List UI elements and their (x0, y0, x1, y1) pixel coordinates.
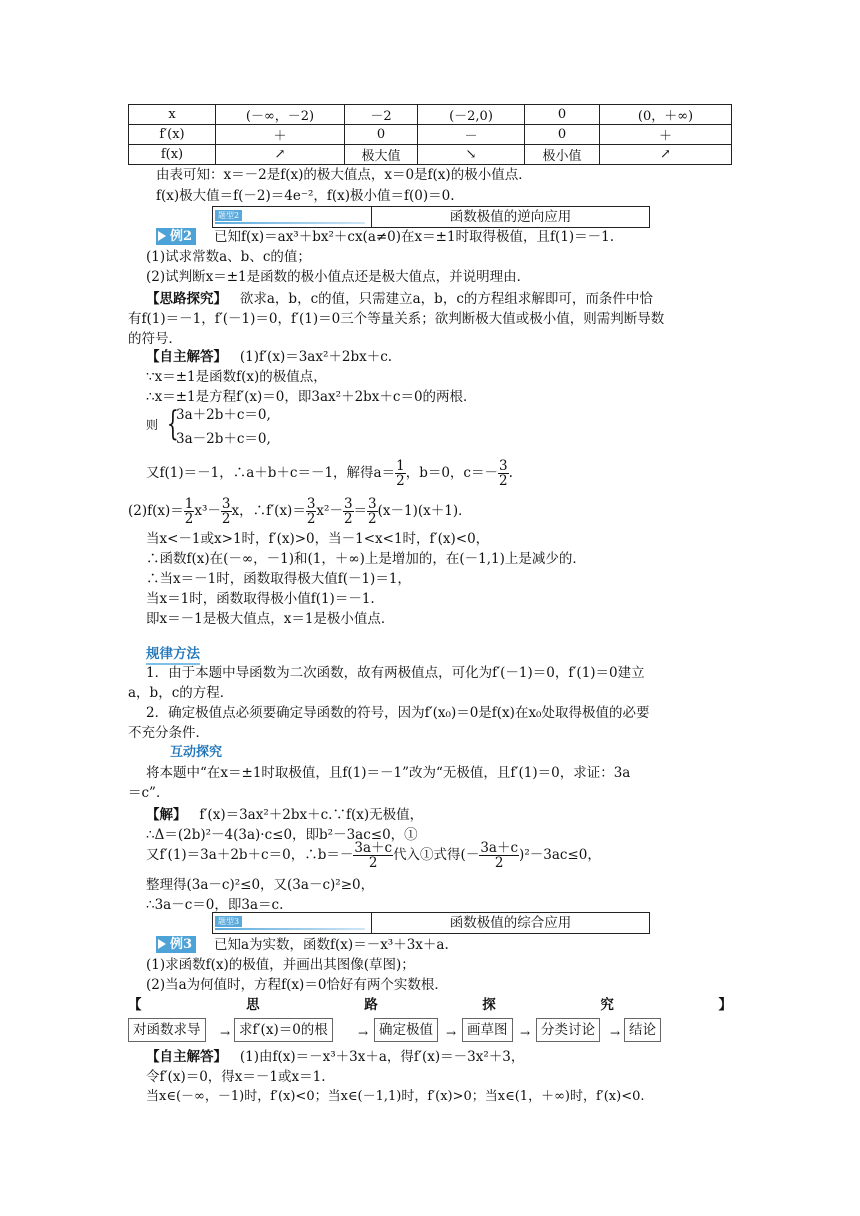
text-line: f(x)极大值＝f(－2)＝4e⁻²，f(x)极小值＝f(0)＝0. (156, 188, 455, 204)
table-cell: 0 (525, 105, 600, 125)
text-line: 不充分条件． (128, 725, 209, 741)
example-text: 已知f(x)＝ax³＋bx²＋cx(a≠0)在x＝±1时取得极值，且f(1)＝－1. (214, 229, 615, 245)
then-label: 则 (146, 418, 159, 432)
flow-step: 画草图 (462, 1018, 513, 1042)
denominator: 2 (499, 473, 508, 489)
rule-method-header: 规律方法 (146, 642, 200, 665)
table-cell: x (129, 105, 216, 125)
text-line: 将本题中“在x＝±1时取极值，且f(1)＝－1”改为“无极值，且f′(1)＝0，求证：3a (146, 765, 631, 781)
text-line: 由表可知：x＝－2是f(x)的极大值点，x＝0是f(x)的极小值点． (156, 167, 532, 183)
example-text: 已知a为实数，函数f(x)＝－x³＋3x＋a. (214, 937, 449, 953)
text-line (146, 1048, 524, 1066)
think-header-spread (128, 996, 732, 1014)
table-cell: f′(x) (129, 125, 216, 145)
denominator: 2 (368, 855, 378, 871)
section-bar (215, 222, 365, 224)
flow-arrow-icon: → (446, 1026, 457, 1040)
question-line: (1)求函数f(x)的极值，并画出其图像(草图)； (146, 957, 415, 973)
fraction (353, 841, 393, 870)
denominator: 2 (494, 855, 504, 871)
section-tag (213, 913, 372, 933)
text-run: 又f′(1)＝3a＋2b＋c＝0，∴b＝－ (146, 847, 354, 863)
text-line: 有f(1)＝－1，f′(－1)＝0，f′(1)＝0三个等量关系；欲判断极大值或极小值，则需判断导数 (128, 311, 665, 327)
table-cell: 0 (525, 125, 600, 145)
example-badge: 例2 (156, 228, 196, 245)
table-cell: ＋ (600, 125, 732, 145)
text-line (146, 806, 423, 824)
numerator: 3a＋c (480, 840, 519, 856)
flow-step: 结论 (624, 1018, 661, 1042)
flow-step: 求f′(x)＝0的根 (234, 1018, 333, 1042)
think-char: 究 (600, 997, 614, 1013)
think-char: 】 (718, 997, 732, 1013)
text-run: )²－3ac≤0， (519, 847, 601, 863)
denominator: 2 (396, 473, 405, 489)
text-run: ，b＝0，c＝－ (405, 465, 498, 481)
text-line: 即x＝－1是极大值点，x＝1是极小值点． (146, 611, 395, 627)
text-line: 当x∈(－∞，－1)时，f′(x)<0；当x∈(－1,1)时，f′(x)>0；当x∈(1，＋∞)时，f′(x)<0. (146, 1089, 645, 1104)
think-char: 【 (128, 997, 142, 1013)
question-line: (2)试判断x＝±1是函数的极小值点还是极大值点，并说明理由． (146, 269, 531, 285)
fraction (479, 841, 519, 870)
fraction (306, 497, 317, 526)
table-cell: f(x) (129, 145, 216, 165)
question-line: (1)试求常数a、b、c的值； (146, 249, 311, 265)
answer-label: 【解】 (146, 807, 187, 823)
think-char: 探 (482, 997, 496, 1013)
think-char: 思 (246, 997, 260, 1013)
table-cell: ＋ (216, 125, 345, 145)
flow-arrow-icon: → (358, 1026, 369, 1040)
text-run: x，∴f′(x)＝ (231, 503, 306, 519)
text-line: 令f′(x)＝0，得x＝－1或x＝1. (146, 1069, 326, 1085)
fraction (498, 459, 509, 488)
section-header-3 (212, 912, 650, 934)
table-cell: 极小值 (525, 145, 600, 165)
table-cell: ↗ (216, 145, 345, 165)
flow-step: 分类讨论 (536, 1018, 600, 1042)
denominator: 2 (221, 511, 231, 527)
solve-text: (1)f′(x)＝3ax²＋2bx＋c. (239, 349, 393, 365)
section-chip: 题型2 (215, 210, 242, 221)
text-line: a，b，c的方程． (128, 685, 234, 701)
numerator: 3 (343, 496, 353, 512)
table-row (129, 145, 732, 165)
text-line: ∴Δ＝(2b)²－4(3a)·c≤0，即b²－3ac≤0，① (146, 827, 418, 843)
text-line: 整理得(3a－c)²≤0，又(3a－c)²≥0， (146, 877, 375, 893)
table-cell: － (418, 125, 525, 145)
table-cell: (－∞，－2) (216, 105, 345, 125)
interactive-header: 互动探究 (156, 744, 226, 761)
text-line (128, 494, 472, 528)
section-title: 函数极值的逆向应用 (449, 209, 572, 225)
text-line: 的符号． (128, 331, 182, 347)
table-row (129, 125, 732, 145)
solve-label: 【自主解答】 (146, 349, 227, 365)
flow-arrow-icon: → (220, 1026, 231, 1040)
table-cell: －2 (345, 105, 418, 125)
text-line (146, 290, 653, 308)
numerator: 3 (306, 496, 316, 512)
numerator: 1 (396, 458, 405, 474)
flow-step: 确定极值 (374, 1018, 438, 1042)
fraction (221, 497, 232, 526)
numerator: 3 (221, 496, 231, 512)
text-line: ∵x＝±1是函数f(x)的极值点， (146, 369, 327, 385)
section-tag (213, 207, 372, 227)
think-label: 【思路探究】 (146, 291, 227, 307)
section-header-2 (212, 206, 650, 228)
text-line: 当x<－1或x>1时，f′(x)>0，当－1<x<1时，f′(x)<0， (146, 531, 490, 547)
fraction (395, 459, 406, 488)
question-line: (2)当a为何值时，方程f(x)＝0恰好有两个实数根． (146, 977, 448, 993)
flow-arrow-icon: → (610, 1026, 621, 1040)
numerator: 3a＋c (354, 840, 393, 856)
text-run: 代入①式得(－ (393, 847, 480, 863)
fraction (367, 497, 378, 526)
think-char: 路 (364, 997, 378, 1013)
solve-label: 【自主解答】 (146, 1049, 227, 1065)
text-line: ∴3a－c＝0，即3a＝c. (146, 897, 284, 913)
text-line: ∴函数f(x)在(－∞，－1)和(1，＋∞)上是增加的，在(－1,1)上是减少的． (146, 551, 586, 567)
denominator: 2 (306, 511, 316, 527)
table-cell: ↘ (418, 145, 525, 165)
flow-arrow-icon: → (520, 1026, 531, 1040)
text-line: ∴当x＝－1时，函数取得极大值f(－1)＝1， (146, 571, 411, 587)
flow-step: 对函数求导 (128, 1018, 206, 1042)
table-cell: (0，＋∞) (600, 105, 732, 125)
text-run: ＝ (353, 503, 368, 519)
system-eq: 3a－2b＋c＝0, (176, 431, 271, 447)
system-eq: 3a＋2b＋c＝0, (176, 407, 271, 423)
text-line: 2．确定极值点必须要确定导函数的符号，因为f′(x₀)＝0是f(x)在x₀处取得极值的必要 (146, 705, 650, 721)
section-title: 函数极值的综合应用 (449, 915, 572, 931)
table-cell: 极大值 (345, 145, 418, 165)
think-text: 欲求a，b，c的值，只需建立a，b，c的方程组求解即可，而条件中恰 (239, 291, 653, 307)
table-cell: (－2,0) (418, 105, 525, 125)
answer-text: f′(x)＝3ax²＋2bx＋c.∵f(x)无极值， (199, 807, 424, 823)
text-line: 1．由于本题中导函数为二次函数，故有两极值点，可化为f′(－1)＝0，f′(1)＝0建立 (146, 665, 645, 681)
text-run: 又f(1)＝－1，∴a＋b＋c＝－1，解得a＝ (146, 465, 396, 481)
denominator: 2 (343, 511, 353, 527)
text-run: x³－ (194, 503, 221, 519)
text-line (146, 456, 513, 490)
solve-text: (1)由f(x)＝－x³＋3x＋a，得f′(x)＝－3x²＋3， (239, 1049, 525, 1065)
text-run: (2)f(x)＝ (128, 503, 184, 519)
sign-table (128, 104, 732, 165)
text-line (146, 348, 392, 366)
table-cell: 0 (345, 125, 418, 145)
table-cell: ↗ (600, 145, 732, 165)
text-line: 当x＝1时，函数取得极小值f(1)＝－1. (146, 591, 375, 607)
text-run: x²－ (316, 503, 343, 519)
numerator: 3 (499, 458, 508, 474)
denominator: 2 (184, 511, 194, 527)
fraction (343, 497, 354, 526)
text-line (146, 838, 601, 872)
text-run: (x－1)(x＋1)． (377, 503, 472, 519)
table-row (129, 105, 732, 125)
fraction (184, 497, 195, 526)
example-badge: 例3 (156, 936, 196, 953)
denominator: 2 (368, 511, 377, 527)
text-run: . (508, 465, 513, 481)
text-line: ∴x＝±1是方程f′(x)＝0，即3ax²＋2bx＋c＝0的两根． (146, 389, 477, 405)
text-line: ＝c”． (128, 785, 170, 801)
section-bar (215, 928, 365, 930)
brace: { (166, 404, 179, 444)
numerator: 3 (368, 496, 377, 512)
numerator: 1 (184, 496, 194, 512)
section-chip: 题型3 (215, 916, 242, 927)
